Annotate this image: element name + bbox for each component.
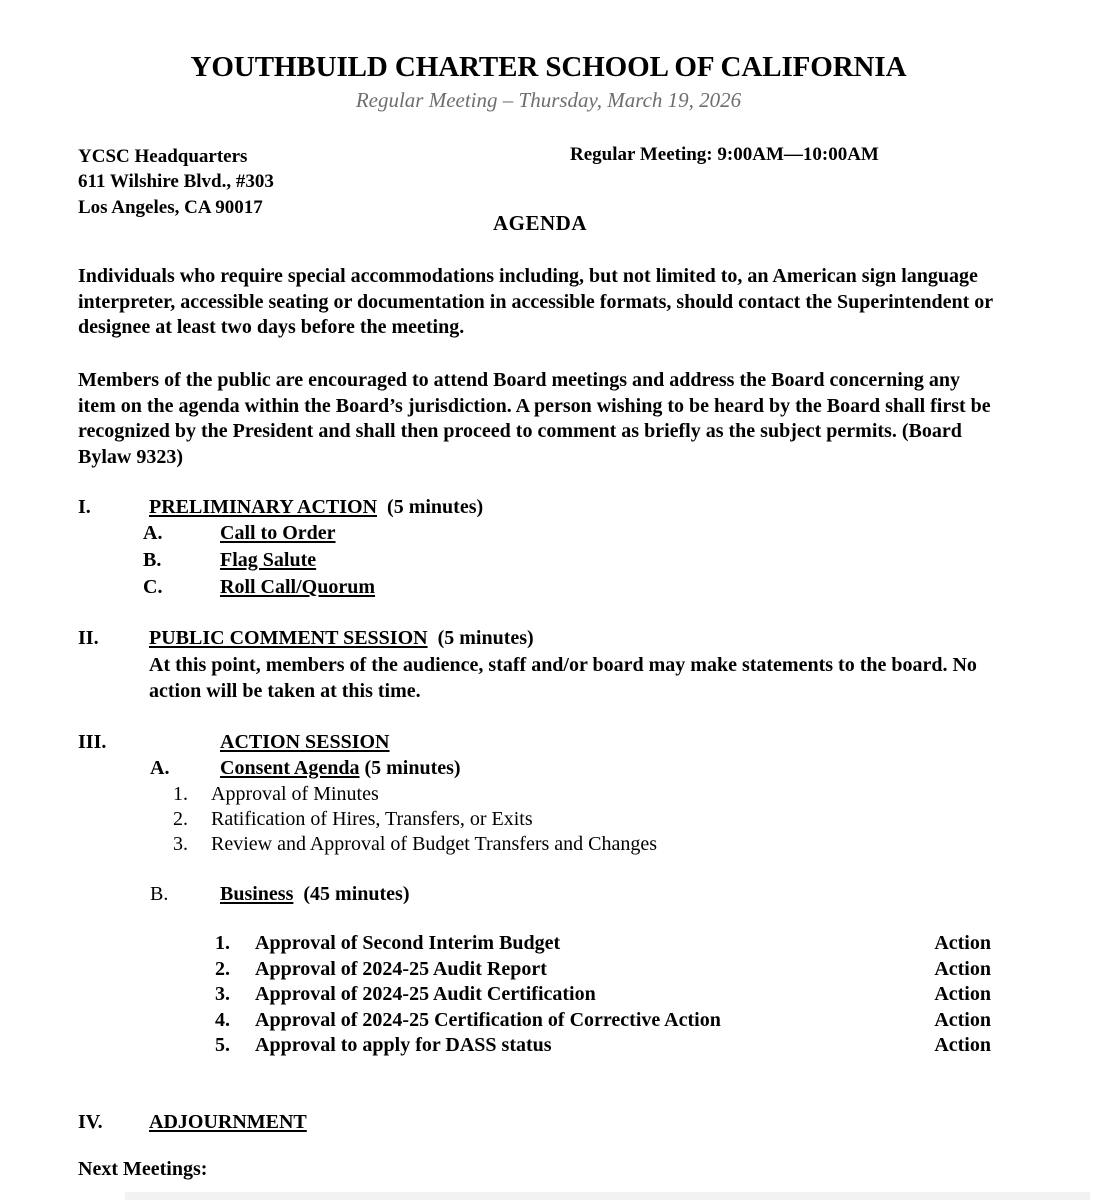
address-line-2: 611 Wilshire Blvd., #303 bbox=[78, 171, 274, 193]
consent-item-1-label: Approval of Minutes bbox=[211, 783, 379, 805]
item-i-b-letter: B. bbox=[143, 549, 162, 571]
business-item-4-status: Action bbox=[934, 1009, 991, 1031]
section-ii-title: PUBLIC COMMENT SESSION bbox=[149, 627, 428, 649]
section-i-heading bbox=[149, 496, 483, 519]
public-comment-notice: Members of the public are encouraged to attend Board meetings and address the Board concerning any item on the agenda within the Board’s jurisdiction. A person wishing to be heard by the Board shall first be recognized by the President and shall then proceed to comment as briefly as the subject permits. (Board Bylaw 9323) bbox=[78, 369, 991, 468]
business-item-1-status: Action bbox=[934, 932, 991, 954]
section-i-title: PRELIMINARY ACTION bbox=[149, 496, 378, 518]
section-iv-title: ADJOURNMENT bbox=[149, 1111, 307, 1133]
section-iv-numeral: IV. bbox=[78, 1111, 103, 1133]
consent-item-3-number: 3. bbox=[173, 833, 188, 855]
item-i-b-label: Flag Salute bbox=[220, 549, 317, 571]
item-iii-a-letter: A. bbox=[150, 757, 170, 779]
meeting-time-label: Regular Meeting: 9:00AM—10:00AM bbox=[570, 144, 879, 165]
business-duration: (45 minutes) bbox=[303, 883, 410, 905]
business-item-4-label: Approval of 2024-25 Certification of Corrective Action bbox=[255, 1009, 721, 1031]
section-ii-duration: (5 minutes) bbox=[437, 627, 534, 649]
page-bottom-edge bbox=[125, 1192, 1090, 1200]
page-title: YOUTHBUILD CHARTER SCHOOL OF CALIFORNIA bbox=[190, 51, 907, 83]
item-i-a-letter: A. bbox=[143, 522, 163, 544]
section-ii-heading bbox=[149, 627, 534, 650]
section-ii-body: At this point, members of the audience, staff and/or board may make statements to the board. No action will be taken at this time. bbox=[149, 654, 977, 702]
business-item-4-number: 4. bbox=[215, 1009, 230, 1031]
item-iii-a-heading bbox=[220, 757, 461, 780]
item-iii-b-heading bbox=[220, 883, 409, 906]
address-line-1: YCSC Headquarters bbox=[78, 146, 248, 167]
consent-item-2-number: 2. bbox=[173, 808, 188, 830]
section-i-numeral: I. bbox=[78, 496, 91, 518]
agenda-heading: AGENDA bbox=[492, 211, 587, 235]
consent-item-2-label: Ratification of Hires, Transfers, or Exits bbox=[211, 808, 533, 830]
business-item-2-status: Action bbox=[934, 958, 991, 980]
consent-agenda-title: Consent Agenda bbox=[220, 757, 360, 779]
business-item-5-number: 5. bbox=[215, 1034, 230, 1056]
business-item-1-number: 1. bbox=[215, 932, 230, 954]
accommodations-notice: Individuals who require special accommodations including, but not limited to, an American sign language interpreter, accessible seating or documentation in accessible formats, should contact the Superintendent or designee at least two days before the meeting. bbox=[78, 265, 993, 339]
business-item-2-label: Approval of 2024-25 Audit Report bbox=[255, 958, 547, 980]
section-iii-numeral: III. bbox=[78, 731, 107, 753]
business-item-3-label: Approval of 2024-25 Audit Certification bbox=[255, 983, 596, 1005]
business-item-5-label: Approval to apply for DASS status bbox=[255, 1034, 552, 1056]
item-i-a-label: Call to Order bbox=[220, 522, 336, 544]
consent-agenda-duration: (5 minutes) bbox=[364, 757, 461, 779]
business-item-2-number: 2. bbox=[215, 958, 230, 980]
business-item-1-label: Approval of Second Interim Budget bbox=[255, 932, 561, 954]
item-i-c-label: Roll Call/Quorum bbox=[220, 576, 376, 598]
venue-address-block bbox=[78, 144, 274, 220]
business-item-3-status: Action bbox=[934, 983, 991, 1005]
address-line-3: Los Angeles, CA 90017 bbox=[78, 196, 263, 218]
section-iii-title: ACTION SESSION bbox=[220, 731, 390, 753]
business-item-3-number: 3. bbox=[215, 983, 230, 1005]
section-i-duration: (5 minutes) bbox=[387, 496, 484, 518]
section-ii-numeral: II. bbox=[78, 627, 99, 649]
business-item-5-status: Action bbox=[934, 1034, 991, 1056]
consent-item-3-label: Review and Approval of Budget Transfers and Changes bbox=[211, 833, 658, 855]
item-iii-b-letter: B. bbox=[150, 883, 169, 905]
consent-item-1-number: 1. bbox=[173, 783, 188, 805]
item-i-c-letter: C. bbox=[143, 576, 163, 598]
meeting-subtitle: Regular Meeting – Thursday, March 19, 2026 bbox=[355, 88, 742, 112]
next-meetings-label: Next Meetings: bbox=[78, 1158, 208, 1180]
business-title: Business bbox=[220, 883, 294, 905]
